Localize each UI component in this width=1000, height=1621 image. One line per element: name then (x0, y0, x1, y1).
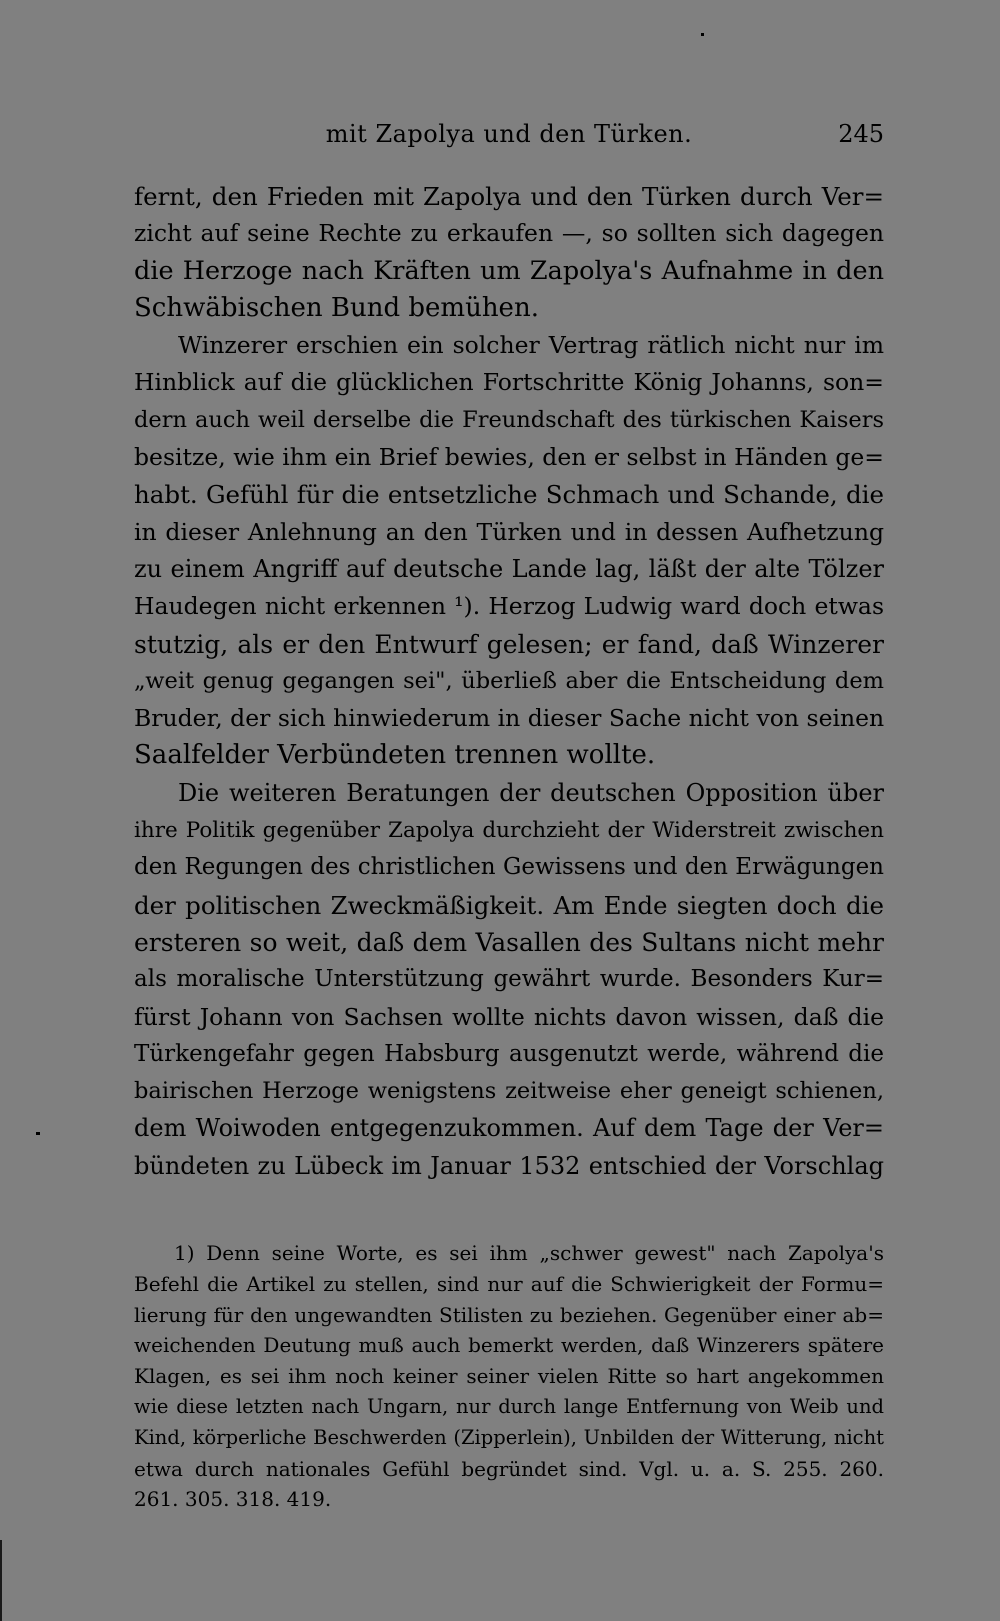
footnote-line: lierung für den ungewandten Stilisten zu beziehen. Gegenüber einer ab= (134, 1302, 884, 1327)
footnotes (134, 1238, 884, 1515)
footnote-line: etwa durch nationales Gefühl begründet sind. Vgl. u. a. S. 255. 260. (134, 1456, 884, 1481)
text-line: dem Woiwoden entgegenzukommen. Auf dem Tage der Ver= (134, 1114, 884, 1143)
text-line: habt. Gefühl für die entsetzliche Schmach und Schande, die (134, 480, 884, 510)
text-line: die Herzoge nach Kräften um Zapolya's Aufnahme in den (134, 255, 884, 286)
speck-mark (36, 1132, 40, 1135)
text-line: den Regungen des christlichen Gewissens und den Erwägungen (134, 854, 884, 881)
text-line: dern auch weil derselbe die Freundschaft des türkischen Kaisers (134, 406, 884, 433)
text-line: zicht auf seine Rechte zu erkaufen —, so sollten sich dagegen (134, 219, 884, 248)
text-line: ihre Politik gegenüber Zapolya durchzieht der Widerstreit zwischen (134, 818, 884, 844)
page-header (134, 120, 884, 160)
text-line: Saalfelder Verbündeten trennen wollte. (134, 740, 656, 771)
body-text (134, 178, 884, 1185)
speck-mark (701, 33, 704, 36)
footnote-line: Befehl die Artikel zu stellen, sind nur auf die Schwierigkeit der Formu= (134, 1271, 884, 1296)
text-line: zu einem Angriff auf deutsche Lande lag, läßt der alte Tölzer (134, 554, 884, 583)
text-line: fürst Johann von Sachsen wollte nichts davon wissen, daß die (134, 1002, 884, 1031)
text-line: fernt, den Frieden mit Zapolya und den Türken durch Ver= (134, 182, 884, 211)
footnote-line: 261. 305. 318. 419. (134, 1487, 332, 1512)
footnote-line: 1) Denn seine Worte, es sei ihm „schwer gewest" nach Zapolya's (174, 1241, 884, 1265)
text-line: Bruder, der sich hinwiederum in dieser Sache nicht von seinen (134, 704, 885, 733)
text-line: Die weiteren Beratungen der deutschen Opposition über (178, 778, 884, 807)
running-title: mit Zapolya und den Türken. (325, 120, 693, 148)
text-line: ersteren so weit, daß dem Vasallen des Sultans nicht mehr (134, 927, 884, 957)
text-line: als moralische Unterstützung gewährt wurde. Besonders Kur= (134, 966, 884, 993)
text-line: stutzig, als er den Entwurf gelesen; er fand, daß Winzerer (134, 629, 884, 659)
footnote-line: Klagen, es sei ihm noch keiner seiner vielen Ritte so hart angekommen (134, 1364, 884, 1389)
text-line: bairischen Herzoge wenigstens zeitweise eher geneigt schienen, (134, 1078, 884, 1105)
page-number: 245 (838, 120, 884, 148)
text-line: Haudegen nicht erkennen ¹). Herzog Ludwig ward doch etwas (134, 592, 884, 621)
text-line: der politischen Zweckmäßigkeit. Am Ende siegten doch die (134, 890, 884, 920)
text-line: Schwäbischen Bund bemühen. (134, 292, 539, 323)
text-line: besitze, wie ihm ein Brief bewies, den er selbst in Händen ge= (134, 443, 884, 472)
footnote-line: Kind, körperliche Beschwerden (Zipperlein), Unbilden der Witterung, nicht (134, 1425, 884, 1449)
text-line: in dieser Anlehnung an den Türken und in dessen Aufhetzung (134, 517, 884, 546)
text-line: „weit genug gegangen sei", überließ aber die Entscheidung dem (134, 667, 884, 694)
text-line: Hinblick auf die glücklichen Fortschritte König Johanns, son= (134, 368, 884, 397)
page-edge-shadow (0, 1540, 2, 1621)
text-line: Winzerer erschien ein solcher Vertrag rätlich nicht nur im (178, 331, 884, 360)
text-line: Türkengefahr gegen Habsburg ausgenutzt werde, während die (134, 1040, 884, 1067)
footnote-line: weichenden Deutung muß auch bemerkt werden, daß Winzerers spätere (134, 1333, 884, 1358)
footnote-line: wie diese letzten nach Ungarn, nur durch lange Entfernung von Weib und (134, 1394, 884, 1418)
text-line: bündeten zu Lübeck im Januar 1532 entschied der Vorschlag (134, 1151, 884, 1180)
